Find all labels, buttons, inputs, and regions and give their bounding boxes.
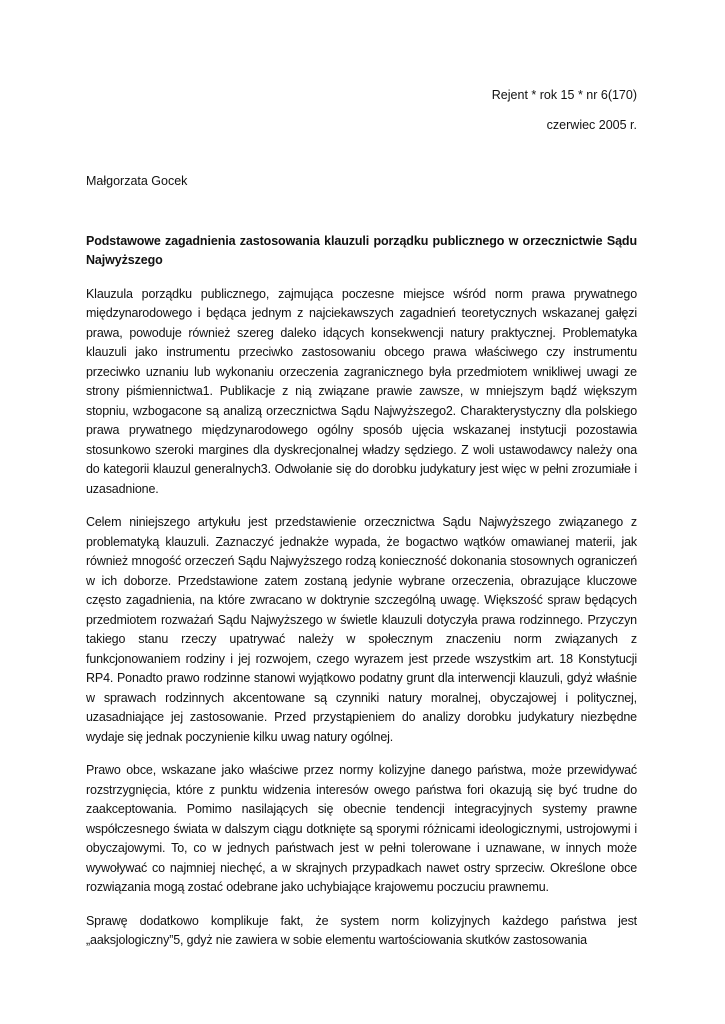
paragraph-2: Celem niniejszego artykułu jest przedstawienie orzecznictwa Sądu Najwyższego związanego z problematyką klauzuli. Zaznaczyć jednakże wypada, że bogactwo wątków omawianej materii, jak również mnogość orzeczeń Sądu Najwyższego rodzą konieczność dokonania stosownych ograniczeń w ich doborze. Przedstawione zatem zostaną jedynie wybrane orzeczenia, obrazujące kluczowe często zagadnienia, na które zwracano w doktrynie szczególną uwagę. Większość spraw będących przedmiotem rozważań Sądu Najwyższego w świetle klauzuli dotyczyła prawa rodzinnego. Przyczyn takiego stanu rzeczy upatrywać należy w społecznym znaczeniu norm związanych z funkcjonowaniem rodziny i jej rozwojem, czego wyrazem jest przede wszystkim art. 18 Konstytucji RP4. Ponadto prawo rodzinne stanowi wyjątkowo podatny grunt dla interwencji klauzuli, gdyż właśnie w sprawach rodzinnych akcentowane są czynniki natury moralnej, obyczajowej i politycznej, uzasadniające jej zastosowanie. Przed przystąpieniem do analizy dorobku judykatury niezbędne wydaje się jednak poczynienie kilku uwag natury ogólnej. — [86, 515, 637, 744]
author-name: Małgorzata Gocek — [86, 174, 188, 188]
paragraph-4: Sprawę dodatkowo komplikuje fakt, że system norm kolizyjnych każdego państwa jest „aaksjologiczny”5, gdyż nie zawiera w sobie elementu wartościowania skutków zastosowania — [86, 913, 637, 947]
publication-date: czerwiec 2005 r. — [546, 117, 637, 132]
journal-reference: Rejent * rok 15 * nr 6(170) — [491, 88, 637, 102]
paragraph-3: Prawo obce, wskazane jako właściwe przez normy kolizyjne danego państwa, może przewidywać rozstrzygnięcia, które z punktu widzenia interesów owego państwa fori okazują się być trudne do zaakceptowania. Pomimo nasilających się obecnie tendencji integracyjnych systemy prawne współczesnego świata w dalszym ciągu dotknięte są sporymi różnicami ideologicznymi, ustrojowymi i obyczajowymi. To, co w jednych państwach jest w pełni tolerowane i uznawane, w innych może wywoływać co najmniej niechęć, a w skrajnych przypadkach nawet ostry sprzeciw. Określone obce rozwiązania mogą zostać odebrane jako uchybiające krajowemu poczuciu prawnemu. — [86, 763, 637, 894]
paragraph-1: Klauzula porządku publicznego, zajmująca poczesne miejsce wśród norm prawa prywatnego międzynarodowego i będąca jednym z najciekawszych zagadnień teoretycznych wskazanej gałęzi prawa, powoduje również szereg daleko idących konsekwencji natury praktycznej. Problematyka klauzuli jako instrumentu przeciwko zastosowaniu obcego prawa właściwego czy instrumentu przeciwko uznaniu lub wykonaniu orzeczenia zagranicznego była przedmiotem wnikliwej uwagi ze strony piśmiennictwa1. Publikacje z nią związane prawie zawsze, w mniejszym bądź większym stopniu, wzbogacone są analizą orzecznictwa Sądu Najwyższego2. Charakterystyczny dla polskiego prawa prywatnego międzynarodowego ogólny sposób ujęcia wskazanej instytucji pozostawia stosunkowo szeroki margines dla dyskrecjonalnej władzy sędziego. Z woli ustawodawcy należy ona do kategorii klauzul generalnych3. Odwołanie się do dorobku judykatury jest więc w pełni zrozumiałe i uzasadnione. — [86, 286, 637, 496]
article-title: Podstawowe zagadnienia zastosowania klauzuli porządku publicznego w orzecznictwie Sądu Najwyższego — [86, 233, 637, 267]
